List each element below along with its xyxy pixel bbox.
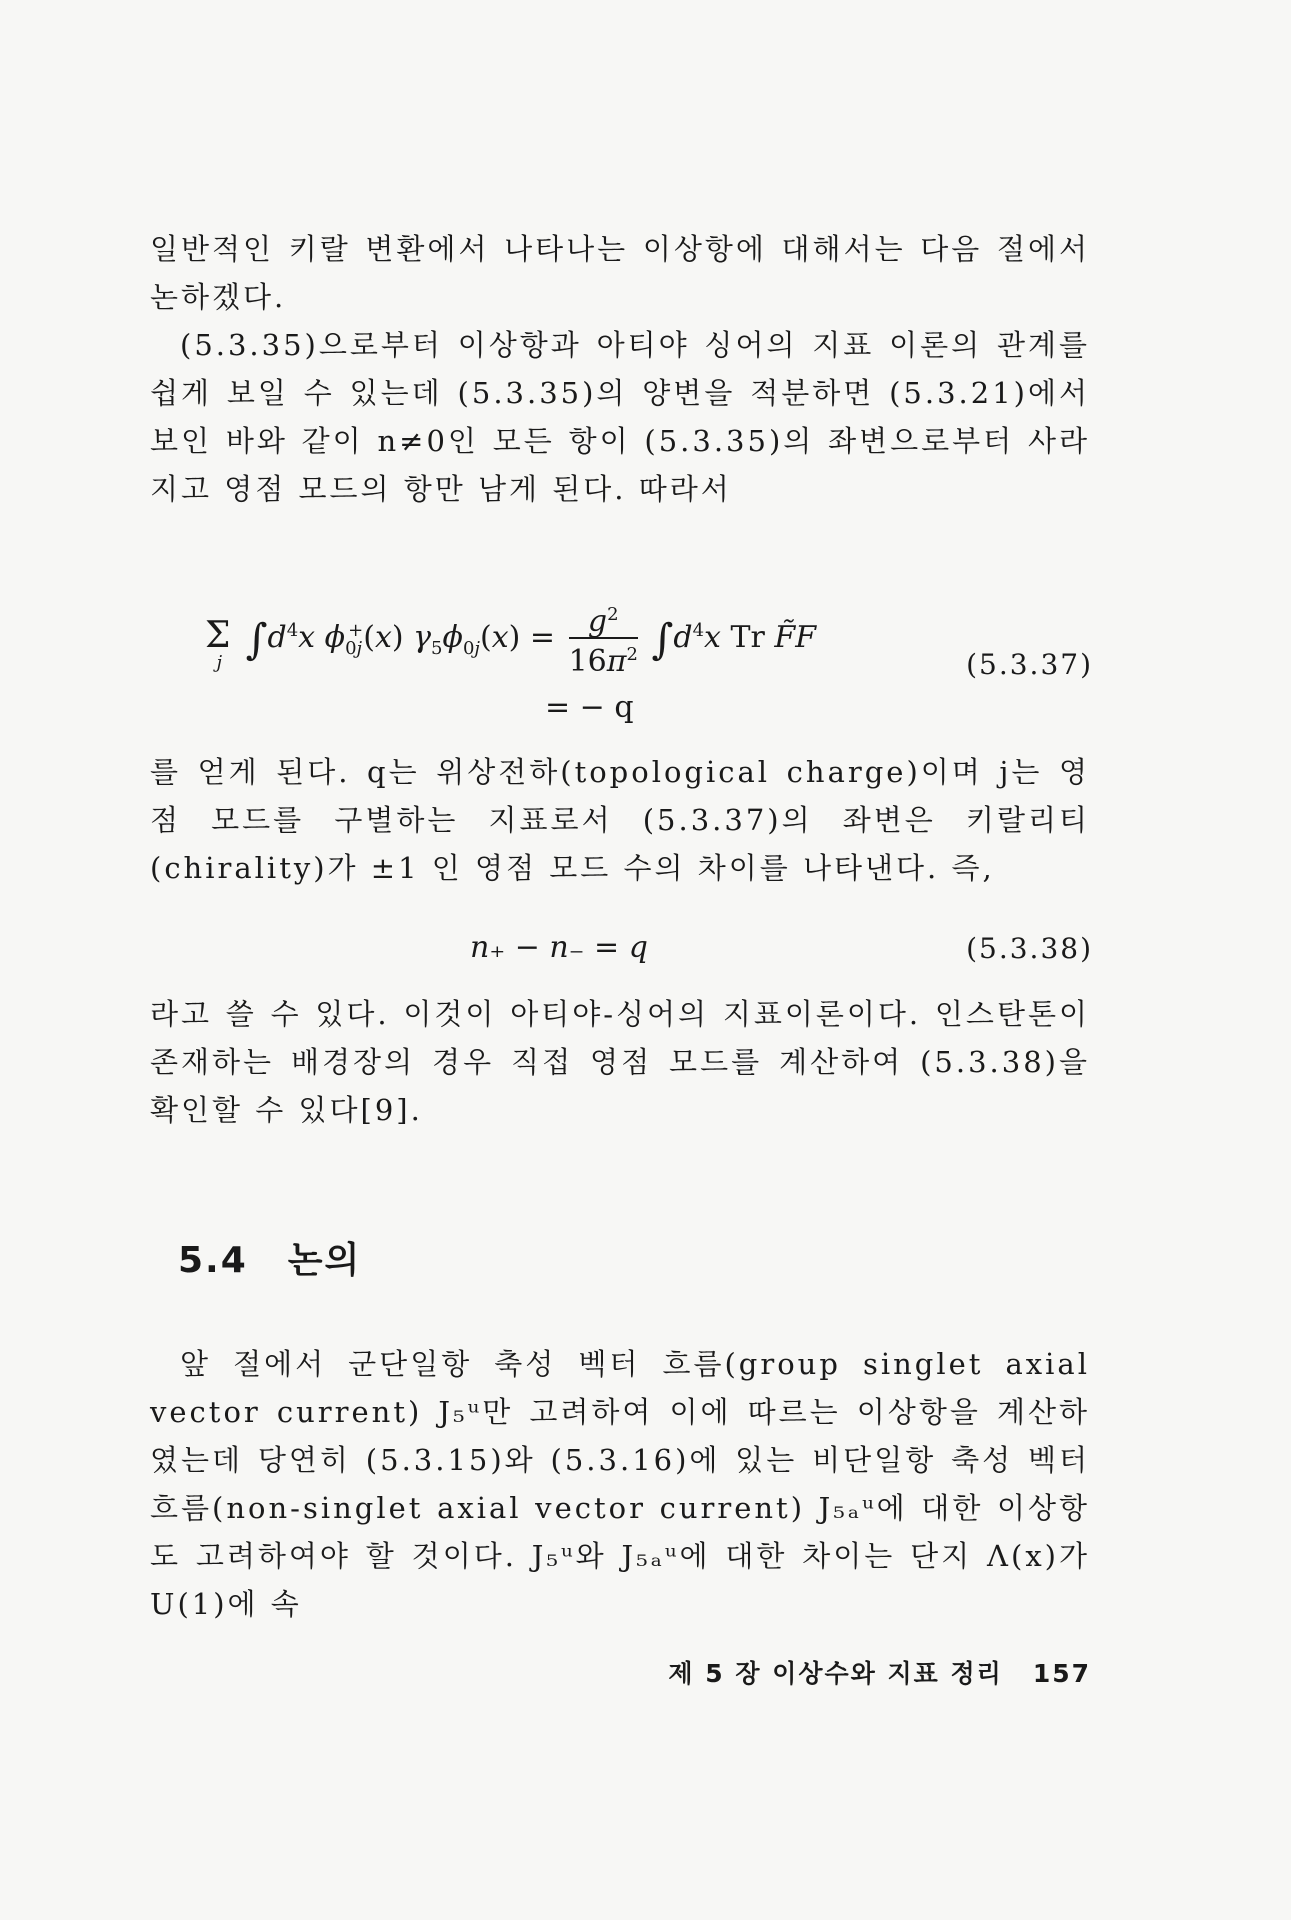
text-block-1 xyxy=(150,225,1090,513)
equation-5-3-37: $\Sigma_j$ $\int d^4x$ $\phi_{0j}^+(x) \gamma_5\phi_{0j}(x)$ = $\frac{g^2}{16\pi^2}$ $\int d^4x$ Tr F̃F xyxy=(205,600,816,678)
paragraph-4: 라고 쓸 수 있다. 이것이 아티야-싱어의 지표이론이다. 인스탄톤이 존재하는 배경장의 경우 직접 영점 모드를 계산하여 (5.3.38)을 확인할 수 있다[9]. xyxy=(150,997,1090,1127)
page-footer xyxy=(668,1654,1091,1690)
paragraph-3: 를 얻게 된다. q는 위상전하(topological charge)이며 j는 영점 모드를 구별하는 지표로서 (5.3.37)의 좌변은 키랄리티(chirality)가 ±1 인 영점 모드 수의 차이를 나타낸다. 즉, xyxy=(150,755,1090,885)
section-heading xyxy=(178,1232,361,1283)
page-number: 157 xyxy=(1032,1659,1091,1688)
paragraph-2: (5.3.35)으로부터 이상항과 아티야 싱어의 지표 이론의 관계를 쉽게 보일 수 있는데 (5.3.35)의 양변을 적분하면 (5.3.21)에서 보인 바와 같이 n≠0인 모든 항이 (5.3.35)의 좌변으로부터 사라지고 영점 모드의 항만 남게 된다. 따라서 xyxy=(150,328,1090,506)
text-block-3 xyxy=(150,990,1090,1134)
text-block-2 xyxy=(150,748,1090,892)
equation-5-3-38: n₊ − n₋ = q xyxy=(470,930,648,965)
section-title: 논의 xyxy=(287,1240,362,1281)
equation-number-5-3-37: (5.3.37) xyxy=(966,648,1093,681)
paragraph-1: 일반적인 키랄 변환에서 나타나는 이상항에 대해서는 다음 절에서 논하겠다. xyxy=(150,232,1090,314)
running-footer-chapter: 제 5 장 이상수와 지표 정리 xyxy=(668,1659,1003,1688)
section-number: 5.4 xyxy=(178,1240,248,1281)
equation-number-5-3-38: (5.3.38) xyxy=(966,932,1093,965)
paragraph-5: 앞 절에서 군단일항 축성 벡터 흐름(group singlet axial vector current) J₅ᵘ만 고려하여 이에 따르는 이상항을 계산하였는데 당연히 (5.3.15)와 (5.3.16)에 있는 비단일항 축성 벡터 흐름(non-singlet axial vector current) J₅ₐᵘ에 대한 이상항도 고려하여야 할 것이다. J₅ᵘ와 J₅ₐᵘ에 대한 차이는 단지 Λ(x)가 U(1)에 속 xyxy=(150,1347,1090,1621)
text-block-4 xyxy=(150,1340,1090,1628)
equation-5-3-37-line-2: = − q xyxy=(545,690,634,725)
